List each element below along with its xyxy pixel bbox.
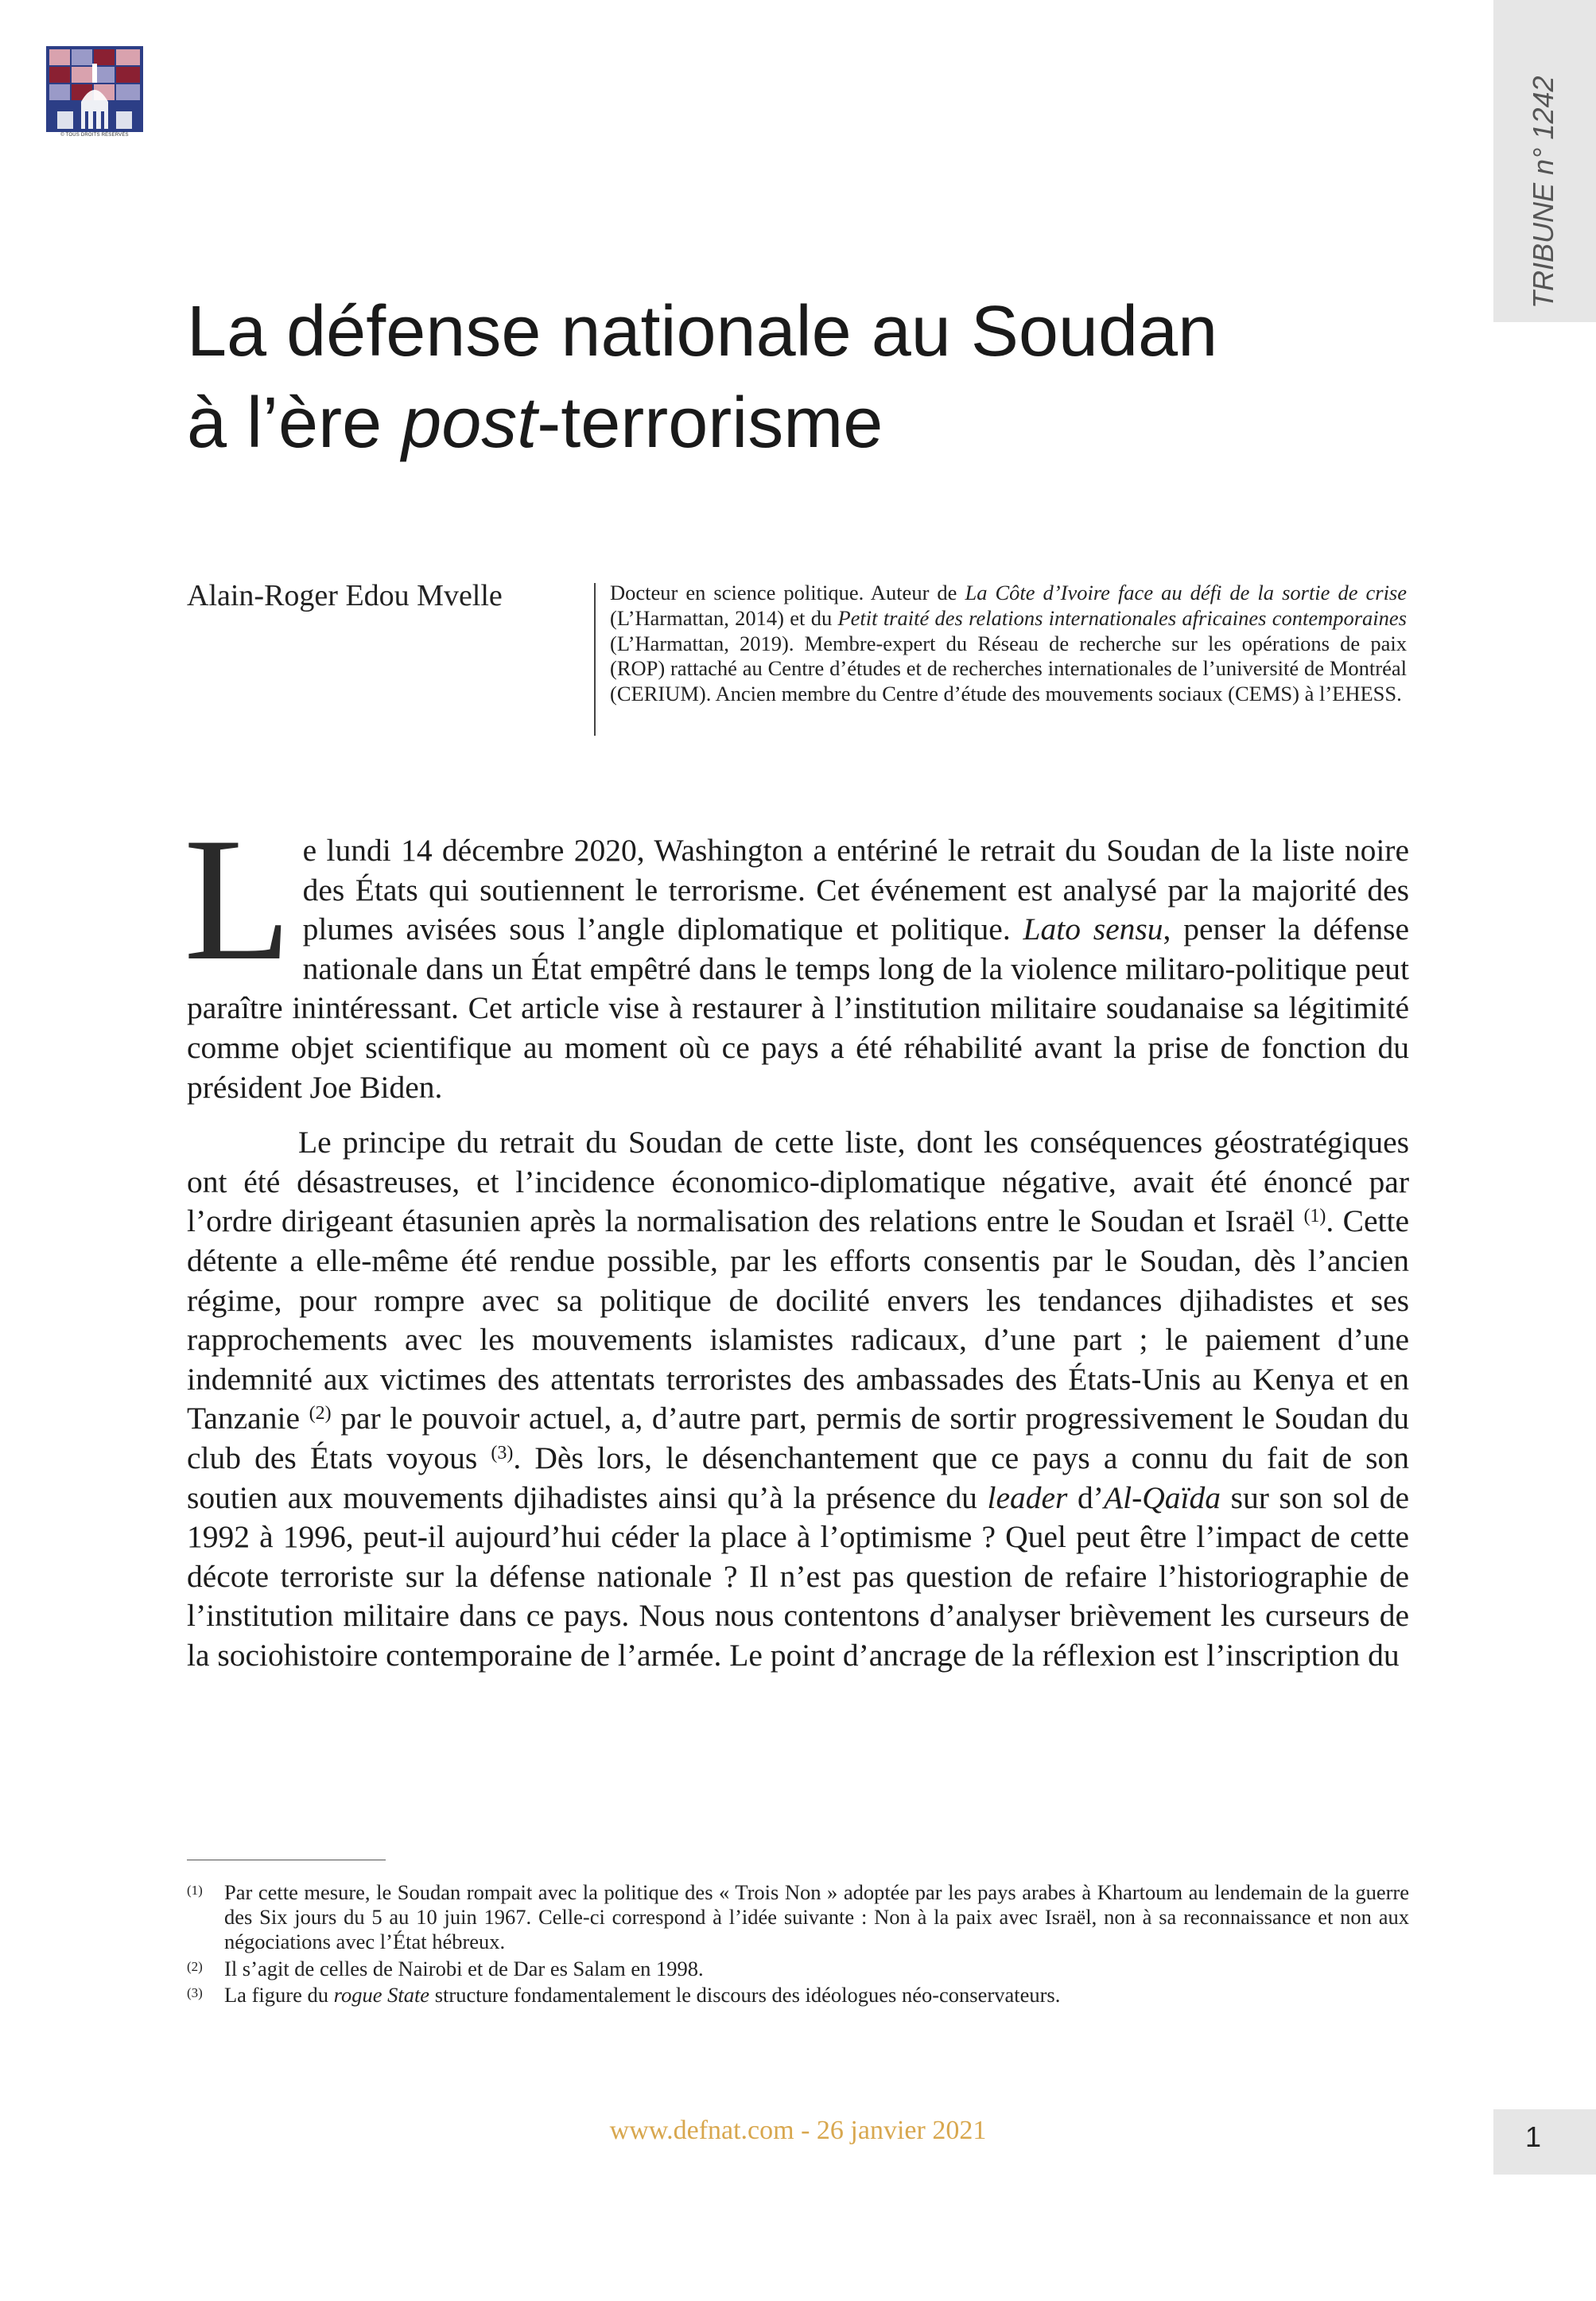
paragraph-2: Le principe du retrait du Soudan de cette liste, dont les conséquences géostratégiques ont été désastreuses, et l’incidence économico-diplomatique négative, avait été énoncé par l’ordre dirigeant étasunien après la normalisation des relations entre le Soudan et Israël $^{(1)}$. Cette détente a elle-même été rendue possible, par les efforts consentis par le Soudan, dès l’ancien régime, pour rompre avec sa politique de docilité envers les tendances djihadistes et ses rapprochements avec les mouvements islamistes radicaux, d’une part ; le paiement d’une indemnité aux victimes des attentats terroristes des ambassades des États-Unis au Kenya et en Tanzanie $^{(2)}$ par le pouvoir actuel, a, d’autre part, permis de sortir progressivement le Soudan du club des États voyous $^{(3)}$. Dès lors, le désenchantement que ce pays a connu du fait de son soutien aux mouvements djihadistes ainsi qu’à la présence du leader d’Al-Qaïda sur son sol de 1992 à 1996, peut-il aujourd’hui céder la place à l’optimisme ? Quel peut être l’impact de cette décote terroriste sur la défense nationale ? Il n’est pas question de refaire l’historiographie de l’institution militaire dans ce pays. Nous nous contentons d’analyser brièvement les curseurs de la sociohistoire contemporaine de l’armée. Le point d’ancrage de la réflexion est l’inscription du [187,1125,1410,1673]
logo-caption: © TOUS DROITS RÉSERVÉS [60,133,129,138]
title-line-1: La défense nationale au Soudan [187,292,1218,371]
drop-cap: L [184,802,292,997]
footnote-2 [187,1957,1409,1981]
footnote-text: Par cette mesure, le Soudan rompait avec la politique des « Trois Non » adoptée par les pays arabes à Khartoum au lendemain de la guerre des Six jours du 5 au 10 juin 1967. Celle-ci correspond à l’idée suivante : Non à la paix avec Israël, non à sa reconnaissance et non aux négociations avec l’État hébreux. [224,1880,1409,1954]
page-number: 1 [1524,2120,1542,2153]
footnote-mark: (1) [187,1883,203,1898]
title-line-2: à l’ère post-terrorisme [187,383,883,463]
footnote-ref-1[interactable]: (1) [1303,1206,1326,1227]
footer-url-date[interactable]: www.defnat.com - 26 janvier 2021 [609,2116,987,2145]
article-title [187,286,1380,469]
footnote-text: Il s’agit de celles de Nairobi et de Dar es Salam en 1998. [224,1956,704,1980]
tribune-label: TRIBUNE n° 1242 [1527,76,1559,309]
paragraph-1: Le lundi 14 décembre 2020, Washington a entériné le retrait du Soudan de la liste noire des États qui soutiennent le terrorisme. Cet événement est analysé par la majorité des plumes avisées sous l’angle diplomatique et politique. Lato sensu, penser la défense nationale dans un État empêtré dans le temps long de la violence militaro-politique peut paraître inintéressant. Cet article vise à restaurer à l’institution militaire soudanaise sa légitimité comme objet scientifique au moment où ce pays a été réhabilité avant la prise de fonction du président Joe Biden. [184,802,1410,1105]
footnote-3 [187,1983,1409,2008]
author-separator [594,583,596,736]
publisher-logo [46,46,143,140]
footnotes [187,1880,1409,2009]
footnote-ref-3[interactable]: (3) [491,1442,514,1463]
footnote-text: La figure du rogue State structure fondamentalement le discours des idéologues néo-conservateurs. [224,1982,1061,2007]
author-bio: Docteur en science politique. Auteur de La Côte d’Ivoire face au défi de la sortie de crise (L’Harmattan, 2014) et du Petit traité des relations internationales africaines contemporaines (L’Harmattan, 2019). Membre-expert du Réseau de recherche sur les opérations de paix (ROP) rattaché au Centre d’études et de recherches internationales de l’université de Montréal (CERIUM). Ancien membre du Centre d’étude des mouvements sociaux (CEMS) à l’EHESS. [610,581,1408,706]
footnote-ref-2[interactable]: (2) [309,1403,332,1425]
footnote-mark: (3) [187,1984,203,2000]
article-body [184,802,1410,1675]
author-name: Alain-Roger Edou Mvelle [187,579,503,612]
footnote-mark: (2) [187,1958,203,1974]
footnote-1 [187,1880,1409,1955]
monument-icon [46,46,143,132]
